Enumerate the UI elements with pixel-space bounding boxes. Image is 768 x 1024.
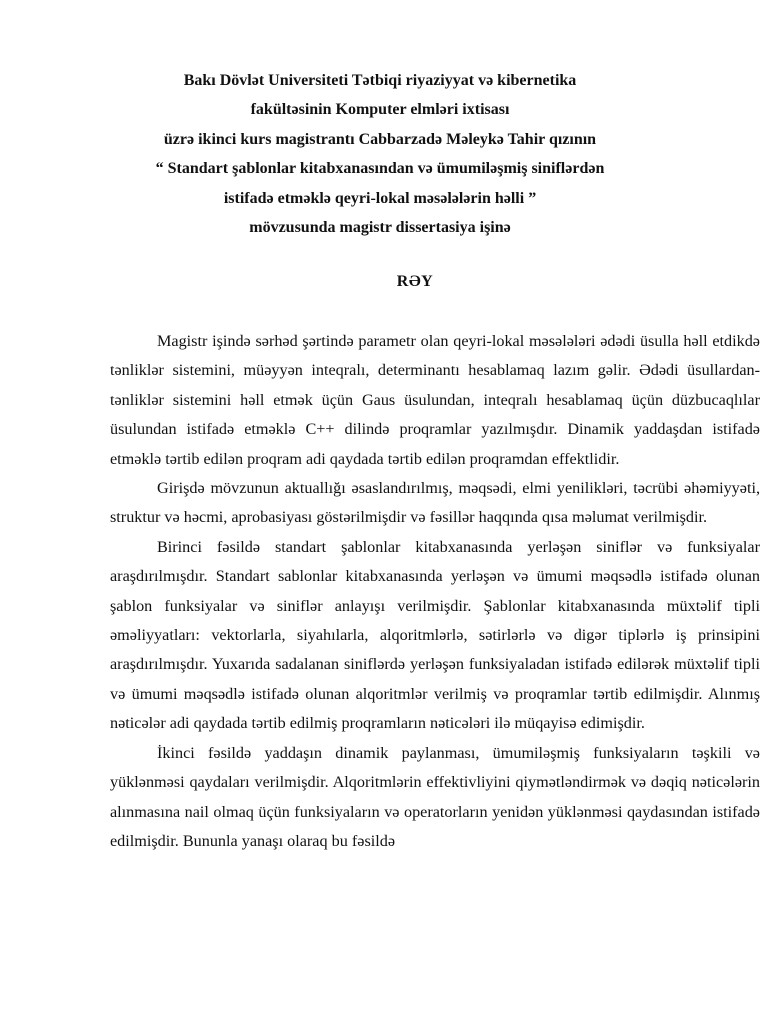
header-line-university: Bakı Dövlət Universiteti Tətbiqi riyaziyyat və kibernetika: [183, 72, 577, 89]
header-line-topic-2: istifadə etməklə qeyri-lokal məsələlərin həlli ”: [223, 189, 537, 207]
review-title: RƏY: [396, 273, 434, 290]
document-header: [100, 66, 660, 242]
header-line-student: üzrə ikinci kurs magistrantı Cabbarzadə Məleykə Tahir qızının: [163, 130, 597, 148]
header-line-dissertation: mövzusunda magistr dissertasiya işinə: [249, 219, 511, 237]
paragraph-chapter-two: İkinci fəsildə yaddaşın dinamik paylanması, ümumiləşmiş funksiyaların təşkili və yüklənməsi qaydaları verilmişdir. Alqoritmlərin effektivliyini qiymətləndirmək və dəqiq nəticələrin alınmasına nail olmaq üçün funksiyaların və operatorların yenidən yüklənməsi qaydasından istifadə edilmişdir. Bununla yanaşı olaraq bu fəsildə: [110, 743, 760, 850]
header-line-faculty: fakültəsinin Komputer elmləri ixtisası: [250, 101, 510, 119]
review-body: [110, 327, 760, 856]
paragraph-introduction-chapter: Girişdə mövzunun aktuallığı əsaslandırılmış, məqsədi, elmi yenilikləri, təcrübi əhəmiyyəti, struktur və həcmi, aprobasiyası göstərilmişdir və fəsillər haqqında qısa məlumat verilmişdir.: [110, 479, 760, 527]
paragraph-intro: Magistr işində sərhəd şərtində parametr olan qeyri-lokal məsələləri ədədi üsulla həll etdikdə tənliklər sistemini, müəyyən inteqralı, determinantı hesablamaq lazım gəlir. Ədədi üsullardan-tənliklər sistemini həll etmək üçün Gaus üsulundan, inteqralı hesablamaq üçün düzbucaqlılar üsulundan istifadə etməklə C++ dilində proqramlar yazılmışdır. Dinamik yaddaşdan istifadə etməklə tərtib edilən proqram adi qaydada tərtib edilən proqramdan effektlidir.: [110, 332, 760, 468]
header-line-topic-1: “ Standart şablonlar kitabxanasından və ümumiləşmiş siniflərdən: [155, 160, 605, 178]
paragraph-chapter-one: Birinci fəsildə standart şablonlar kitabxanasında yerləşən siniflər və funksiyalar araşdırılmışdır. Standart sablonlar kitabxanasında yerləşən və ümumi məqsədlə istifadə olunan şablon funksiyalar və siniflər anlayışı verilmişdir. Şablonlar kitabxanasında müxtəlif tipli əməliyyatları: vektorlarla, siyahılarla, alqoritmlərlə, sətirlərlə və digər tiplərlə iş prinsipini araşdırılmışdır. Yuxarıda sadalanan siniflərdə yerləşən funksiyaladan istifadə edilərək müxtəlif tipli və ümumi məqsədlə istifadə olunan alqoritmlər verilmiş və proqramlar tərtib edilmişdir. Alınmış nəticələr adi qaydada tərtib edilmiş proqramların nəticələri ilə müqayisə edimişdir.: [110, 537, 760, 733]
